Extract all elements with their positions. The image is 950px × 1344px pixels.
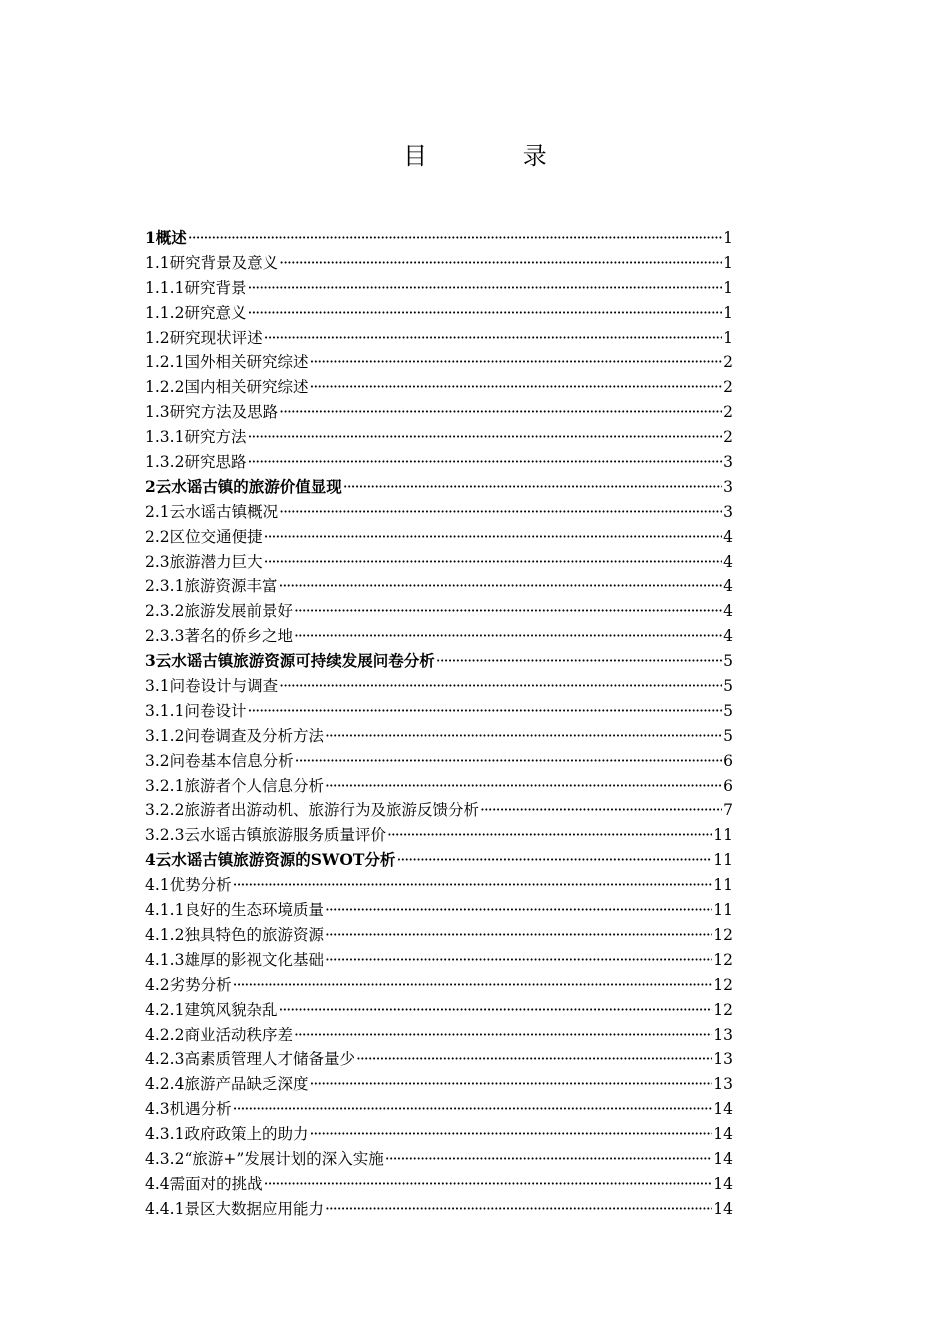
toc-page-number: 4 [723,577,733,596]
toc-dot-leader [325,777,722,795]
toc-chapter-entry[interactable] [145,226,733,251]
toc-dot-leader [396,851,712,869]
toc-page-number: 14 [713,1199,733,1218]
toc-page-number: 2 [723,378,733,397]
toc-page-number: 14 [713,1174,733,1193]
toc-page-number: 1 [723,278,733,297]
toc-dot-leader [247,453,722,471]
toc-page-number: 4 [723,527,733,546]
toc-dot-leader [309,378,722,396]
toc-entry[interactable] [145,525,733,550]
toc-entry[interactable] [145,674,733,699]
toc-dot-leader [356,1050,712,1068]
toc-dot-leader [309,1075,712,1093]
toc-entry[interactable] [145,599,733,624]
toc-dot-leader [247,304,722,322]
toc-dot-leader [325,926,712,944]
toc-entry-title: 4.1.3雄厚的影视文化基础 [145,950,324,969]
toc-entry[interactable] [145,1122,733,1147]
toc-entry[interactable] [145,998,733,1023]
toc-entry[interactable] [145,749,733,774]
toc-entry-title: 3云水谣古镇旅游资源可持续发展问卷分析 [145,651,435,671]
toc-dot-leader [385,1150,712,1168]
toc-entry-title: 4.2.4旅游产品缺乏深度 [145,1075,309,1094]
toc-page-number: 5 [723,726,733,745]
toc-page-number: 4 [723,627,733,646]
toc-dot-leader [233,876,713,894]
toc-entry-title: 1.1研究背景及意义 [145,253,279,272]
toc-entry-title: 4.3.2“旅游+”发展计划的深入实施 [145,1149,384,1168]
toc-entry[interactable] [145,699,733,724]
toc-dot-leader [279,677,722,695]
toc-page-number: 3 [723,477,733,496]
toc-page-number: 1 [723,253,733,272]
toc-entry-title: 4.3.1政府政策上的助力 [145,1125,309,1144]
toc-entry[interactable] [145,276,733,301]
toc-page-number: 11 [713,876,733,895]
toc-entry[interactable] [145,1197,733,1222]
toc-dot-leader [279,403,722,421]
toc-dot-leader [233,1100,713,1118]
toc-dot-leader [309,353,722,371]
toc-entry-title: 3.1.1问卷设计 [145,701,247,720]
toc-entry-title: 2.1云水谣古镇概况 [145,502,279,521]
toc-page-number: 2 [723,353,733,372]
toc-entry[interactable] [145,400,733,425]
toc-chapter-entry[interactable] [145,649,733,674]
toc-entry[interactable] [145,973,733,998]
toc-dot-leader [279,503,722,521]
toc-dot-leader [294,627,722,645]
toc-entry-title: 1.2.1国外相关研究综述 [145,353,309,372]
toc-dot-leader [325,951,712,969]
toc-entry-title: 4.1.2独具特色的旅游资源 [145,925,324,944]
toc-page-number: 6 [723,776,733,795]
toc-page-number: 2 [723,428,733,447]
toc-entry[interactable] [145,1172,733,1197]
toc-dot-leader [325,1200,712,1218]
toc-entry[interactable] [145,251,733,276]
toc-page-number: 12 [713,1000,733,1019]
toc-page-number: 1 [723,328,733,347]
toc-dot-leader [247,428,722,446]
toc-page-number: 11 [713,851,733,870]
toc-entry[interactable] [145,326,733,351]
toc-entry-title: 1.1.1研究背景 [145,278,247,297]
toc-dot-leader [264,553,722,571]
toc-dot-leader [343,478,722,496]
toc-page-number: 11 [713,826,733,845]
toc-dot-leader [387,826,712,844]
toc-page-number: 13 [713,1025,733,1044]
toc-page-number: 4 [723,602,733,621]
toc-entry-title: 4.1优势分析 [145,876,232,895]
toc-entry-title: 2.3.2旅游发展前景好 [145,602,293,621]
toc-page-number: 3 [723,453,733,472]
toc-entry[interactable] [145,375,733,400]
toc-dot-leader [278,577,722,595]
toc-entry[interactable] [145,898,733,923]
toc-page-number: 6 [723,751,733,770]
toc-entry[interactable] [145,1047,733,1072]
toc-page-number: 5 [723,677,733,696]
toc-entry-title: 3.2.3云水谣古镇旅游服务质量评价 [145,826,386,845]
toc-entry-title: 4.2劣势分析 [145,975,232,994]
toc-entry[interactable] [145,1147,733,1172]
toc-dot-leader [309,1125,712,1143]
toc-entry[interactable] [145,301,733,326]
toc-dot-leader [279,254,722,272]
toc-page-number: 1 [723,229,733,247]
toc-page-number: 11 [713,901,733,920]
toc-entry[interactable] [145,1072,733,1097]
toc-entry-title: 2云水谣古镇的旅游价值显现 [145,476,342,496]
toc-entry-title: 4.2.2商业活动秩序差 [145,1025,293,1044]
toc-entry-title: 1.3研究方法及思路 [145,403,279,422]
toc-dot-leader [264,528,722,546]
toc-page-number: 5 [723,652,733,671]
toc-page-number: 12 [713,975,733,994]
toc-entry-title: 4.4.1景区大数据应用能力 [145,1199,324,1218]
toc-entry-title: 4.4需面对的挑战 [145,1174,263,1193]
toc-entry-title: 3.2问卷基本信息分析 [145,751,294,770]
toc-entry-title: 2.2区位交通便捷 [145,527,263,546]
toc-dot-leader [247,279,722,297]
toc-page-number: 1 [723,303,733,322]
toc-page-number: 2 [723,403,733,422]
toc-entry-title: 2.3.3著名的侨乡之地 [145,627,293,646]
toc-entry-title: 4.1.1良好的生态环境质量 [145,901,324,920]
toc-page-number: 5 [723,701,733,720]
toc-entry-title: 1.2.2国内相关研究综述 [145,378,309,397]
toc-page-number: 14 [713,1125,733,1144]
toc-entry-title: 1.1.2研究意义 [145,303,247,322]
toc-dot-leader [294,1026,712,1044]
toc-entry-title: 1.3.1研究方法 [145,428,247,447]
toc-entry[interactable] [145,823,733,848]
toc-entry[interactable] [145,624,733,649]
toc-dot-leader [436,652,722,670]
toc-entry-title: 3.2.1旅游者个人信息分析 [145,776,324,795]
toc-dot-leader [480,801,722,819]
page-title: 目 录 [403,142,591,170]
toc-dot-leader [325,901,712,919]
toc-entry[interactable] [145,1023,733,1048]
toc-dot-leader [247,702,722,720]
toc-page-number: 12 [713,925,733,944]
toc-entry-title: 4.2.1建筑风貌杂乱 [145,1000,278,1019]
toc-entry-title: 1.2研究现状评述 [145,328,263,347]
toc-dot-leader [188,229,722,247]
toc-entry[interactable] [145,500,733,525]
toc-entry-title: 2.3.1旅游资源丰富 [145,577,278,596]
toc-page-number: 14 [713,1100,733,1119]
toc-dot-leader [294,602,722,620]
toc-chapter-entry[interactable] [145,848,733,873]
toc-entry-title: 4.2.3高素质管理人才储备量少 [145,1050,355,1069]
toc-page-number: 13 [713,1050,733,1069]
toc-entry[interactable] [145,873,733,898]
toc-dot-leader [325,727,722,745]
toc-entry-title: 4云水谣古镇旅游资源的SWOT分析 [145,850,396,870]
toc-entry-title: 3.1问卷设计与调查 [145,677,279,696]
toc-entry-title: 4.3机遇分析 [145,1100,232,1119]
toc-entry[interactable] [145,450,733,475]
toc-dot-leader [233,976,713,994]
toc-entry-title: 2.3旅游潜力巨大 [145,552,263,571]
toc-page-number: 13 [713,1075,733,1094]
toc-entry[interactable] [145,774,733,799]
toc-entry-title: 3.2.2旅游者出游动机、旅游行为及旅游反馈分析 [145,801,479,820]
toc-dot-leader [264,329,722,347]
toc-page-number: 12 [713,950,733,969]
toc-entry[interactable] [145,1097,733,1122]
toc-dot-leader [264,1175,713,1193]
toc-entry[interactable] [145,948,733,973]
toc-chapter-entry[interactable] [145,475,733,500]
toc-dot-leader [278,1001,712,1019]
toc-entry-title: 1概述 [145,228,187,247]
toc-page-number: 7 [723,801,733,820]
toc-entry[interactable] [145,425,733,450]
toc-dot-leader [295,752,722,770]
toc-page-number: 3 [723,502,733,521]
toc-entry[interactable] [145,350,733,375]
toc-entry[interactable] [145,798,733,823]
toc-list [145,226,733,1222]
toc-page-number: 14 [713,1149,733,1168]
toc-entry-title: 1.3.2研究思路 [145,453,247,472]
toc-entry[interactable] [145,550,733,575]
toc-entry[interactable] [145,724,733,749]
toc-entry[interactable] [145,574,733,599]
toc-page-number: 4 [723,552,733,571]
toc-entry[interactable] [145,923,733,948]
toc-entry-title: 3.1.2问卷调查及分析方法 [145,726,324,745]
